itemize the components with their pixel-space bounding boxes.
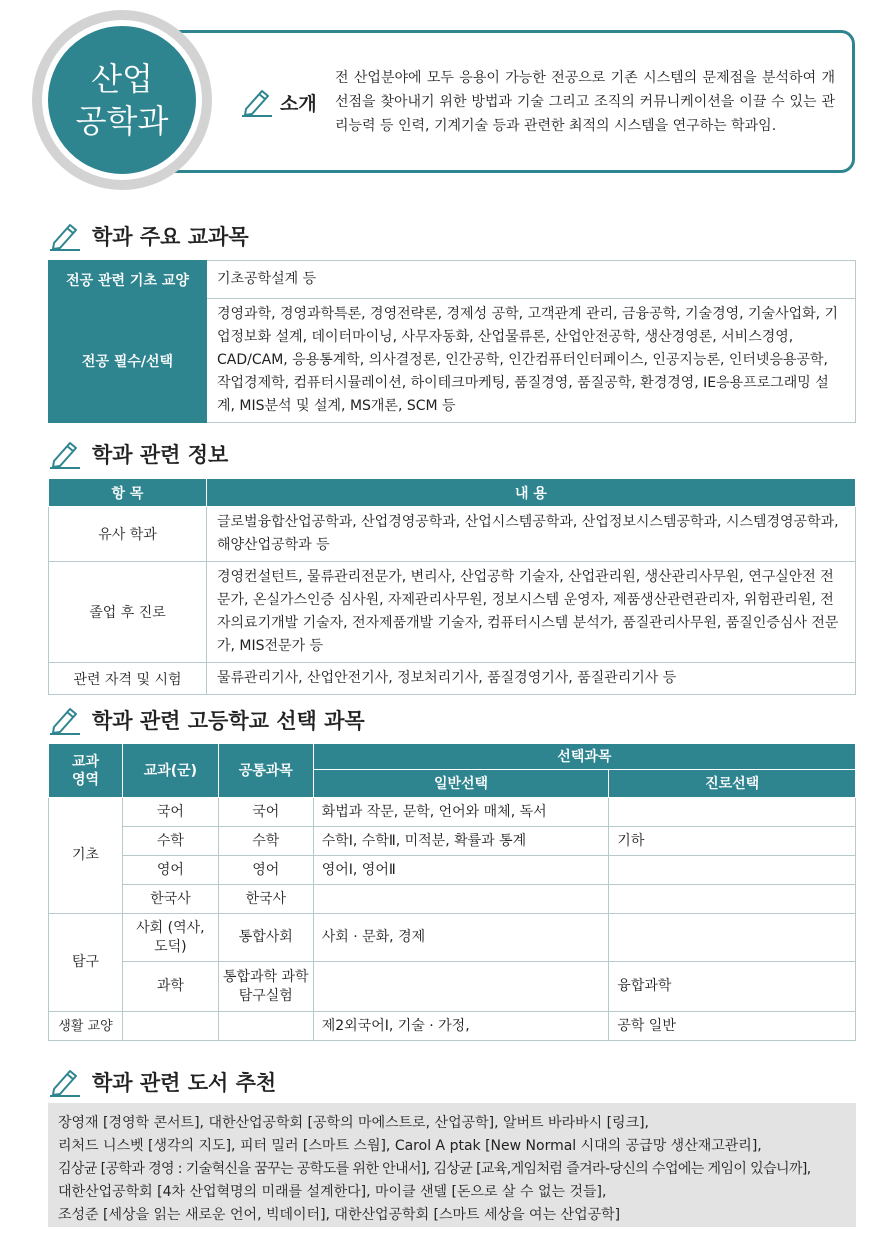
row-value: 기초공학설계 등 [207, 261, 856, 299]
row-value: 물류관리기사, 산업안전기사, 정보처리기사, 품질경영기사, 품질관리기사 등 [207, 663, 856, 695]
pencil-icon [48, 221, 82, 251]
section-books-heading [48, 1065, 276, 1099]
general-cell [313, 885, 609, 914]
pencil-icon [48, 1067, 82, 1097]
row-label: 관련 자격 및 시험 [49, 663, 207, 695]
table-row [49, 885, 856, 914]
courses-table [48, 260, 856, 423]
row-value: 글로벌융합산업공학과, 산업경영공학과, 산업시스템공학과, 산업정보시스템공학과, 시스템경영공학과, 해양산업공학과 등 [207, 507, 856, 562]
column-header-content: 내 용 [207, 479, 856, 507]
table-header-row [49, 744, 856, 770]
row-value: 경영과학, 경영과학특론, 경영전략론, 경제성 공학, 고객관계 관리, 금융공학, 기술경영, 기술사업화, 기업정보화 설계, 데이터마이닝, 사무자동화, 산업물류론, 산업안전공학, 생산경영론, 서비스경영, CAD/CAM, 응용통계학, 의사결정론, 인간공학, 인간컴퓨터인터페이스, 인공지능론, 인터넷응용공학, 작업경제학, 컴퓨터시뮬레이션, 하이테크마케팅, 품질경영, 품질공학, 환경경영, IE응용프로그래밍 설계, MIS분석 및 설계, MS개론, SCM 등 [207, 299, 856, 423]
table-row [49, 261, 856, 299]
table-row [49, 914, 856, 962]
table-row [49, 798, 856, 827]
general-cell: 영어Ⅰ, 영어Ⅱ [313, 856, 609, 885]
career-cell [609, 885, 856, 914]
career-cell [609, 856, 856, 885]
career-cell [609, 914, 856, 962]
common-cell: 수학 [218, 827, 313, 856]
common-cell: 통합사회 [218, 914, 313, 962]
table-row [49, 1012, 856, 1041]
intro-text: 전 산업분야에 모두 응용이 가능한 전공으로 기존 시스템의 문제점을 분석하여 개선점을 찾아내기 위한 방법과 기술 그리고 조직의 커뮤니케이션을 이끌 수 있는 관리능력 등 인력, 기계기술 등과 관련한 최적의 시스템을 연구하는 학과임. [335, 70, 835, 134]
table-row [49, 663, 856, 695]
pencil-icon [48, 439, 82, 469]
general-cell [313, 962, 609, 1012]
general-cell: 사회 · 문화, 경제 [313, 914, 609, 962]
common-cell: 통합과학 과학탐구실험 [218, 962, 313, 1012]
table-row [49, 962, 856, 1012]
book-line: 김상균 [공학과 경영 : 기술혁신을 꿈꾸는 공학도를 위한 안내서], 김상균 [교육,게임처럼 즐겨라-당신의 수업에는 게임이 있습니까], [58, 1161, 811, 1177]
section-courses-heading [48, 219, 249, 253]
section-courses-title: 학과 주요 교과목 [92, 225, 249, 249]
subject-cell: 사회 (역사,도덕) [122, 914, 218, 962]
common-cell [218, 1012, 313, 1041]
column-header-item: 항 목 [49, 479, 207, 507]
column-header-area: 교과 영역 [49, 744, 123, 798]
row-label: 전공 관련 기초 교양 [49, 261, 207, 299]
subject-cell: 국어 [122, 798, 218, 827]
table-row [49, 299, 856, 423]
career-cell [609, 798, 856, 827]
career-cell: 융합과학 [609, 962, 856, 1012]
book-line: 장영재 [경영학 콘서트], 대한산업공학회 [공학의 마에스트로, 산업공학], 알버트 바라바시 [링크], [58, 1115, 650, 1131]
general-cell: 제2외국어Ⅰ, 기술 · 가정, [313, 1012, 609, 1041]
column-header-subject: 교과(군) [122, 744, 218, 798]
column-header-general: 일반선택 [313, 770, 609, 798]
area-cell: 탐구 [49, 914, 123, 1012]
row-label: 졸업 후 진로 [49, 562, 207, 663]
department-title-line1: 산업 [91, 60, 153, 98]
section-info-title: 학과 관련 정보 [92, 443, 229, 467]
section-books-title: 학과 관련 도서 추천 [92, 1071, 277, 1095]
table-row [49, 856, 856, 885]
section-highschool-title: 학과 관련 고등학교 선택 과목 [92, 709, 365, 733]
career-cell: 공학 일반 [609, 1012, 856, 1041]
table-row [49, 827, 856, 856]
page-header [0, 0, 880, 200]
pencil-icon [48, 705, 82, 735]
column-header-common: 공통과목 [218, 744, 313, 798]
general-cell: 화법과 작문, 문학, 언어와 매체, 독서 [313, 798, 609, 827]
area-cell: 기초 [49, 798, 123, 914]
subject-cell: 과학 [122, 962, 218, 1012]
subject-cell [122, 1012, 218, 1041]
section-highschool-heading [48, 703, 365, 737]
common-cell: 한국사 [218, 885, 313, 914]
subject-cell: 영어 [122, 856, 218, 885]
title-badge [42, 20, 202, 180]
intro-label-text: 소개 [280, 92, 317, 115]
table-row [49, 562, 856, 663]
intro-label [240, 82, 317, 122]
area-cell: 생활 교양 [49, 1012, 123, 1041]
row-label: 전공 필수/선택 [49, 299, 207, 423]
subject-cell: 한국사 [122, 885, 218, 914]
book-recommendations [48, 1103, 856, 1227]
row-label: 유사 학과 [49, 507, 207, 562]
general-cell: 수학Ⅰ, 수학Ⅱ, 미적분, 확률과 통계 [313, 827, 609, 856]
subject-cell: 수학 [122, 827, 218, 856]
book-line: 대한산업공학회 [4차 산업혁명의 미래를 설계한다], 마이클 샌델 [돈으로 살 수 없는 것들], [58, 1184, 607, 1200]
book-line: 조성준 [세상을 읽는 새로운 언어, 빅데이터], 대한산업공학회 [스마트 세상을 여는 산업공학] [58, 1207, 621, 1223]
column-header-career: 진로선택 [609, 770, 856, 798]
highschool-table [48, 743, 856, 1041]
pencil-icon [240, 87, 274, 117]
table-row [49, 507, 856, 562]
career-cell: 기하 [609, 827, 856, 856]
table-header-row [49, 479, 856, 507]
info-table [48, 478, 856, 695]
department-title-line2: 공학과 [75, 102, 169, 140]
row-value: 경영컨설턴트, 물류관리전문가, 변리사, 산업공학 기술자, 산업관리원, 생산관리사무원, 연구실안전 전문가, 온실가스인증 심사원, 자제관리사무원, 정보시스템 운영자, 제품생산관련관리자, 위험관리원, 전자의료기개발 기술자, 전자제품개발 기술자, 컴퓨터시스템 분석가, 품질관리사무원, 품질인증심사 전문가, MIS전문가 등 [207, 562, 856, 663]
common-cell: 국어 [218, 798, 313, 827]
section-info-heading [48, 437, 228, 471]
column-header-elective: 선택과목 [313, 744, 855, 770]
common-cell: 영어 [218, 856, 313, 885]
book-line: 리처드 니스벳 [생각의 지도], 피터 밀러 [스마트 스웜], Carol A ptak [New Normal 시대의 공급망 생산재고관리], [58, 1138, 762, 1154]
